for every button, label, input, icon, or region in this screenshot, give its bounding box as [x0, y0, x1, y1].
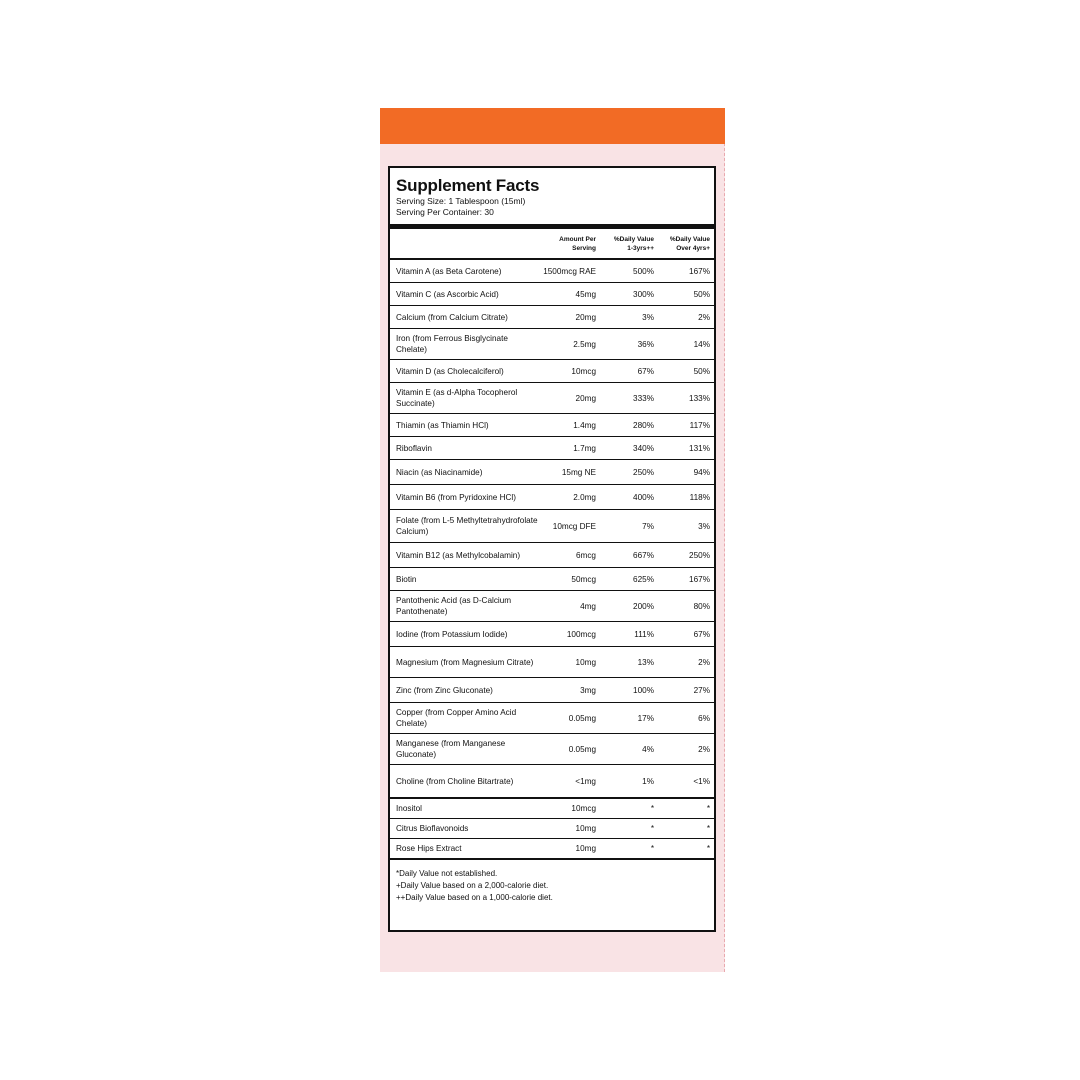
col-head-dv1: [596, 235, 654, 253]
nutrient-name: Zinc (from Zinc Gluconate): [396, 685, 493, 695]
daily-value-over-4yrs: 6%: [698, 713, 710, 723]
daily-value-over-4yrs: 3%: [698, 521, 710, 531]
daily-value-1-3yrs: 625%: [633, 574, 654, 584]
col-head-amount: [538, 235, 596, 253]
nutrient-name: Vitamin B6 (from Pyridoxine HCl): [396, 492, 516, 502]
table-row: [390, 765, 714, 797]
nutrient-name: Riboflavin: [396, 443, 432, 453]
table-row: [390, 485, 714, 510]
daily-value-1-3yrs: 100%: [633, 685, 654, 695]
nutrient-name: Iodine (from Potassium Iodide): [396, 629, 508, 639]
serving-size: Serving Size: 1 Tablespoon (15ml): [396, 196, 526, 206]
daily-value-1-3yrs: 250%: [633, 467, 654, 477]
daily-value-1-3yrs: 67%: [637, 366, 654, 376]
table-row: [390, 543, 714, 568]
daily-value-over-4yrs: 2%: [698, 312, 710, 322]
nutrient-name: Vitamin D (as Cholecalciferol): [396, 366, 504, 376]
nutrient-amount: 10mcg DFE: [552, 521, 596, 531]
table-row: [390, 839, 714, 858]
daily-value-1-3yrs: 280%: [633, 420, 654, 430]
nutrient-name: Folate (from L-5 Methyltetrahydrofolate Calcium): [396, 516, 538, 536]
table-row: [390, 568, 714, 591]
table-row: [390, 329, 714, 360]
table-row: [390, 799, 714, 819]
col-head-dv2: [654, 235, 710, 253]
col-head-dv1-2: 1-3yrs++: [627, 244, 654, 252]
nutrient-name: Vitamin A (as Beta Carotene): [396, 266, 502, 276]
nutrient-amount: 50mcg: [571, 574, 596, 584]
nutrient-amount: 10mg: [575, 824, 596, 833]
daily-value-1-3yrs: 36%: [637, 339, 654, 349]
daily-value-1-3yrs: 3%: [642, 312, 654, 322]
daily-value-1-3yrs: 340%: [633, 443, 654, 453]
daily-value-over-4yrs: 133%: [689, 393, 710, 403]
table-row: [390, 283, 714, 306]
table-row: [390, 647, 714, 678]
daily-value-over-4yrs: 117%: [689, 420, 710, 430]
orange-header-bar: [380, 108, 725, 144]
daily-value-over-4yrs: <1%: [693, 776, 710, 786]
daily-value-over-4yrs: 118%: [689, 492, 710, 502]
daily-value-1-3yrs: *: [650, 804, 654, 813]
table-row: [390, 734, 714, 765]
nutrient-amount: 6mcg: [575, 550, 596, 560]
daily-value-1-3yrs: 1%: [642, 776, 654, 786]
nutrient-amount: 100mcg: [566, 629, 596, 639]
daily-value-over-4yrs: 50%: [693, 289, 710, 299]
table-row: [390, 460, 714, 485]
nutrient-amount: 1500mcg RAE: [543, 266, 596, 276]
nutrient-name: Iron (from Ferrous Bisglycinate Chelate): [396, 334, 508, 354]
nutrient-name: Niacin (as Niacinamide): [396, 467, 483, 477]
nutrient-name: Thiamin (as Thiamin HCl): [396, 420, 489, 430]
table-row: [390, 260, 714, 283]
table-row: [390, 360, 714, 383]
daily-value-1-3yrs: 300%: [633, 289, 654, 299]
table-row: [390, 437, 714, 460]
nutrient-name: Vitamin E (as d-Alpha Tocopherol Succinate): [396, 388, 518, 408]
col-head-dv2-1: %Daily Value: [669, 235, 710, 243]
footnotes: [390, 858, 714, 912]
daily-value-over-4yrs: *: [706, 844, 710, 853]
table-row: [390, 591, 714, 622]
col-head-amount-2: Serving: [572, 244, 596, 252]
nutrient-amount: 15mg NE: [561, 467, 596, 477]
daily-value-1-3yrs: 667%: [633, 550, 654, 560]
table-row: [390, 819, 714, 839]
daily-value-over-4yrs: 50%: [693, 366, 710, 376]
table-row: [390, 383, 714, 414]
facts-title: Supplement Facts: [396, 176, 540, 195]
nutrient-amount: 1.4mg: [573, 420, 596, 430]
facts-header: [390, 168, 714, 224]
daily-value-1-3yrs: 4%: [642, 744, 654, 754]
nutrient-amount: 1.7mg: [573, 443, 596, 453]
nutrient-name: Manganese (from Manganese Gluconate): [396, 739, 506, 759]
nutrient-name: Inositol: [396, 804, 422, 813]
daily-value-over-4yrs: 2%: [698, 744, 710, 754]
servings-per-container: Serving Per Container: 30: [396, 207, 494, 217]
footnote: +Daily Value based on a 2,000-calorie diet.: [396, 881, 549, 890]
nutrient-amount: 2.5mg: [573, 339, 596, 349]
daily-value-over-4yrs: 94%: [693, 467, 710, 477]
daily-value-over-4yrs: 250%: [689, 550, 710, 560]
daily-value-over-4yrs: 131%: [689, 443, 710, 453]
footnote: *Daily Value not established.: [396, 869, 498, 878]
daily-value-over-4yrs: 167%: [689, 574, 710, 584]
other-ingredient-rows: [390, 799, 714, 858]
daily-value-1-3yrs: 333%: [633, 393, 654, 403]
nutrient-amount: 20mg: [575, 393, 596, 403]
nutrient-amount: <1mg: [575, 776, 596, 786]
daily-value-over-4yrs: *: [706, 804, 710, 813]
daily-value-1-3yrs: 400%: [633, 492, 654, 502]
daily-value-over-4yrs: 67%: [693, 629, 710, 639]
supplement-facts-box: [388, 166, 716, 932]
nutrient-amount: 10mg: [575, 657, 596, 667]
nutrient-amount: 3mg: [580, 685, 596, 695]
table-row: [390, 678, 714, 703]
table-row: [390, 622, 714, 647]
col-head-amount-1: Amount Per: [559, 235, 596, 243]
nutrient-amount: 20mg: [575, 312, 596, 322]
daily-value-over-4yrs: 2%: [698, 657, 710, 667]
col-head-dv1-1: %Daily Value: [613, 235, 654, 243]
daily-value-1-3yrs: 7%: [642, 521, 654, 531]
nutrient-amount: 0.05mg: [568, 713, 596, 723]
table-row: [390, 414, 714, 437]
column-headers: [390, 229, 714, 260]
daily-value-1-3yrs: 111%: [634, 629, 654, 639]
nutrient-amount: 45mg: [575, 289, 596, 299]
nutrient-name: Vitamin C (as Ascorbic Acid): [396, 289, 499, 299]
nutrient-name: Vitamin B12 (as Methylcobalamin): [396, 550, 521, 560]
table-row: [390, 510, 714, 543]
nutrient-amount: 4mg: [580, 601, 596, 611]
nutrient-amount: 10mcg: [571, 804, 596, 813]
daily-value-1-3yrs: *: [650, 824, 654, 833]
col-head-dv2-2: Over 4yrs+: [676, 244, 710, 252]
daily-value-1-3yrs: *: [650, 844, 654, 853]
daily-value-1-3yrs: 500%: [633, 266, 654, 276]
daily-value-over-4yrs: 27%: [693, 685, 710, 695]
nutrient-name: Biotin: [396, 574, 417, 584]
nutrient-rows: [390, 260, 714, 797]
footnote: ++Daily Value based on a 1,000-calorie diet.: [396, 893, 553, 902]
nutrient-name: Choline (from Choline Bitartrate): [396, 776, 514, 786]
nutrient-amount: 10mcg: [571, 366, 596, 376]
label-panel: [380, 108, 725, 972]
nutrient-name: Citrus Bioflavonoids: [396, 824, 469, 833]
nutrient-name: Pantothenic Acid (as D-Calcium Pantothenate): [396, 596, 512, 616]
daily-value-over-4yrs: 80%: [693, 601, 710, 611]
table-row: [390, 306, 714, 329]
nutrient-amount: 10mg: [575, 844, 596, 853]
nutrient-name: Copper (from Copper Amino Acid Chelate): [396, 708, 517, 728]
nutrient-name: Calcium (from Calcium Citrate): [396, 312, 508, 322]
table-row: [390, 703, 714, 734]
nutrient-name: Rose Hips Extract: [396, 844, 462, 853]
nutrient-amount: 0.05mg: [568, 744, 596, 754]
daily-value-over-4yrs: 167%: [689, 266, 710, 276]
daily-value-1-3yrs: 13%: [637, 657, 654, 667]
daily-value-1-3yrs: 200%: [633, 601, 654, 611]
nutrient-amount: 2.0mg: [573, 492, 596, 502]
daily-value-over-4yrs: *: [706, 824, 710, 833]
daily-value-over-4yrs: 14%: [693, 339, 710, 349]
daily-value-1-3yrs: 17%: [637, 713, 654, 723]
nutrient-name: Magnesium (from Magnesium Citrate): [396, 657, 534, 667]
